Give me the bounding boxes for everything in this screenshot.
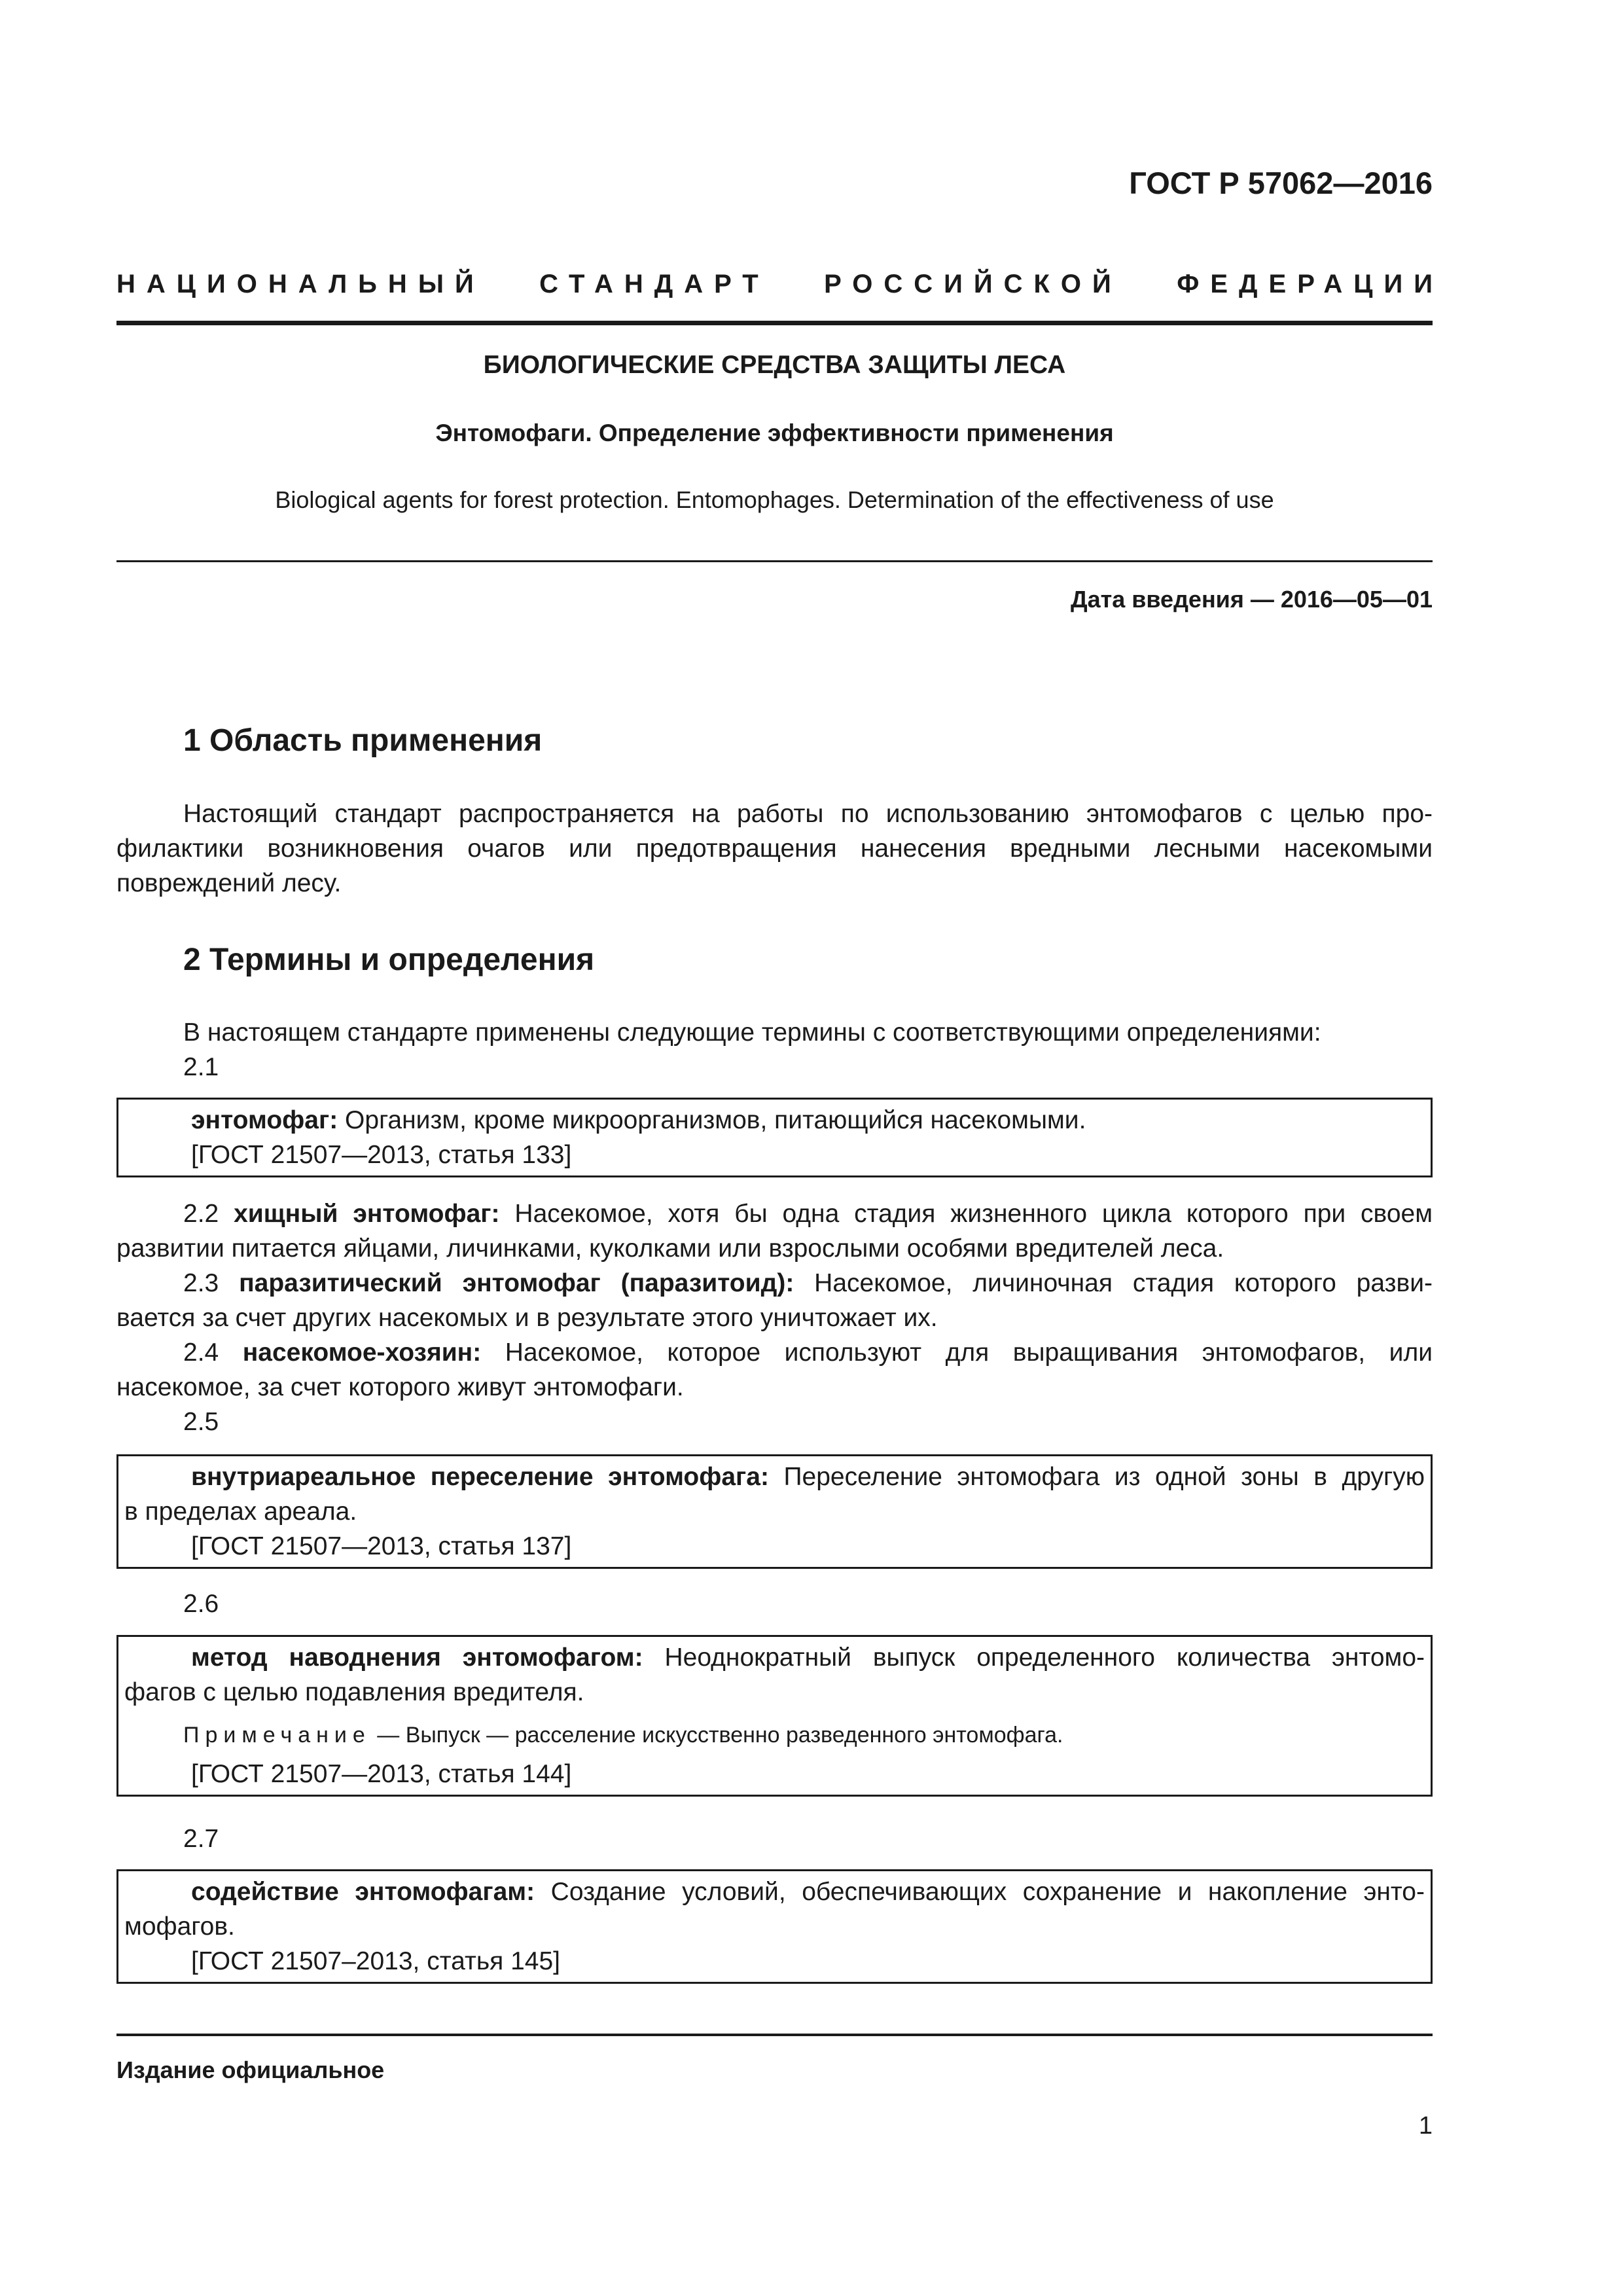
term-2-4-line-1: [116, 1335, 1433, 1370]
term-2-1-source: [ГОСТ 21507—2013, статья 133]: [191, 1141, 572, 1169]
scope-line-2: филактики возникновения очагов или предотвращения нанесения вредными лесными насекомыми: [116, 834, 1433, 863]
document-title: БИОЛОГИЧЕСКИЕ СРЕДСТВА ЗАЩИТЫ ЛЕСА: [483, 351, 1066, 379]
note-text: — Выпуск — расселение искусственно разведенного энтомофага.: [370, 1723, 1063, 1748]
term-2-1-definition: [124, 1103, 1425, 1138]
term-2-1-term: энтомофаг:: [191, 1106, 338, 1134]
term-2-6-term: метод наводнения энтомофагом:: [191, 1643, 643, 1672]
header-word-federation: ФЕДЕРАЦИИ: [1177, 270, 1444, 298]
section-1-heading: 1 Область применения: [183, 723, 543, 758]
header-word-standard: СТАНДАРТ: [539, 270, 770, 298]
term-2-1-number: 2.1: [183, 1053, 219, 1081]
term-2-4-text: Насекомое, которое используют для выращивания энтомофагов, или: [481, 1338, 1433, 1367]
term-2-6-line-1: [124, 1640, 1425, 1675]
document-code: ГОСТ Р 57062—2016: [1129, 166, 1433, 200]
page-number: 1: [1418, 2112, 1433, 2140]
title-rule: [116, 560, 1433, 562]
term-2-1-text: Организм, кроме микроорганизмов, питающийся насекомыми.: [338, 1106, 1086, 1134]
term-2-3-term: паразитический энтомофаг (паразитоид):: [239, 1269, 794, 1297]
terms-intro: В настоящем стандарте применены следующие термины с соответствующими определениями:: [183, 1018, 1321, 1047]
term-2-2-line-2: развитии питается яйцами, личинками, куколками или взрослыми особями вредителей леса.: [116, 1234, 1224, 1263]
term-2-6-text: Неоднократный выпуск определенного количества энтомо-: [643, 1643, 1425, 1672]
document-title-english: Biological agents for forest protection. Entomophages. Determination of the effectiveness of use: [275, 486, 1274, 513]
term-2-4-line-2: насекомое, за счет которого живут энтомофаги.: [116, 1373, 684, 1401]
term-2-5-term: внутриареальное переселение энтомофага:: [191, 1463, 769, 1491]
header-word-russian: РОССИЙСКОЙ: [824, 270, 1122, 298]
term-2-3-line-2: вается за счет других насекомых и в результате этого уничтожает их.: [116, 1304, 938, 1332]
term-2-5-line-2: в пределах ареала.: [124, 1498, 357, 1526]
term-2-6-source: [ГОСТ 21507—2013, статья 144]: [191, 1760, 572, 1788]
national-standard-header: [116, 264, 1444, 304]
term-2-2-text: Насекомое, хотя бы одна стадия жизненного цикла которого при своем: [499, 1200, 1433, 1228]
official-edition-label: Издание официальное: [116, 2056, 385, 2083]
document-subtitle: Энтомофаги. Определение эффективности применения: [435, 420, 1114, 446]
term-2-2-number: 2.2: [183, 1200, 219, 1228]
term-2-7-line-1: [124, 1874, 1425, 1909]
term-2-5-line-1: [124, 1460, 1425, 1494]
term-2-6-line-2: фагов с целью подавления вредителя.: [124, 1678, 584, 1706]
scope-line-3: повреждений лесу.: [116, 869, 342, 897]
term-2-7-line-2: мофагов.: [124, 1912, 235, 1941]
term-2-3-number: 2.3: [183, 1269, 219, 1297]
term-2-3-line-1: [116, 1266, 1433, 1300]
term-2-3-text: Насекомое, личиночная стадия которого разви-: [794, 1269, 1433, 1297]
term-2-7-number: 2.7: [183, 1825, 219, 1853]
term-2-7-text: Создание условий, обеспечивающих сохранение и накопление энто-: [535, 1878, 1425, 1906]
section-2-heading: 2 Термины и определения: [183, 942, 595, 977]
term-2-6-note: [183, 1719, 1063, 1751]
term-2-2-line-1: [116, 1196, 1433, 1231]
term-2-7-source: [ГОСТ 21507–2013, статья 145]: [191, 1947, 560, 1975]
introduction-date: Дата введения — 2016—05—01: [1070, 586, 1433, 613]
note-label: Примечание: [183, 1723, 371, 1748]
header-word-national: НАЦИОНАЛЬНЫЙ: [116, 270, 485, 298]
footer-rule: [116, 2034, 1433, 2036]
term-2-2-term: хищный энтомофаг:: [234, 1200, 500, 1228]
term-2-5-text: Переселение энтомофага из одной зоны в другую: [768, 1463, 1425, 1491]
scope-line-1: Настоящий стандарт распространяется на работы по использованию энтомофагов с целью про-: [183, 800, 1433, 828]
term-2-6-number: 2.6: [183, 1590, 219, 1618]
term-2-4-number: 2.4: [183, 1338, 219, 1367]
term-2-5-number: 2.5: [183, 1408, 219, 1436]
term-2-5-source: [ГОСТ 21507—2013, статья 137]: [191, 1532, 572, 1560]
term-2-7-term: содействие энтомофагам:: [191, 1878, 535, 1906]
term-2-4-term: насекомое-хозяин:: [242, 1338, 482, 1367]
header-thick-rule: [116, 321, 1433, 325]
